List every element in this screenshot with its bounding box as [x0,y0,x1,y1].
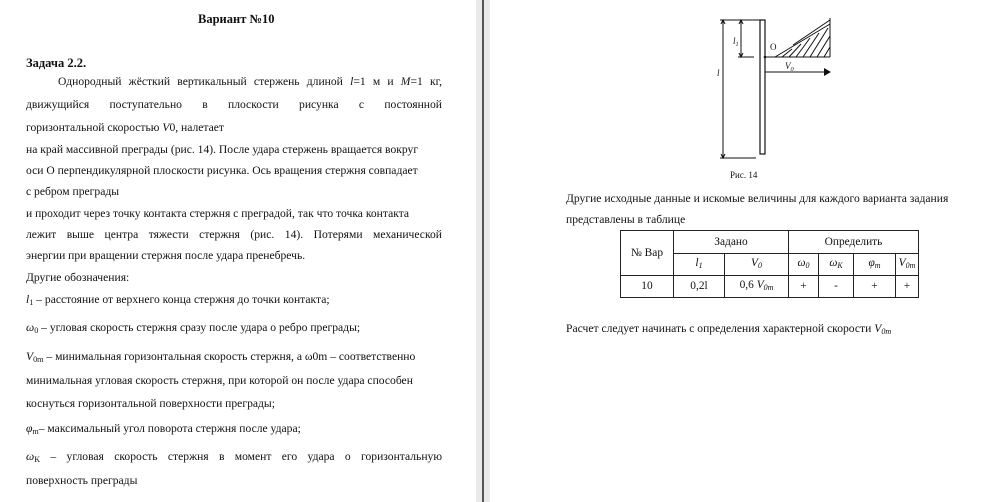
paragraph-line: оси О перпендикулярной плоскости рисунка. Ось вращения стержня совпадает [26,164,418,177]
fig-label-l1: $l_1$ [733,36,739,48]
header-find: Определить [789,231,919,254]
right-page [492,0,1000,502]
paragraph-line: горизонтальной скоростью V0, налетает [26,121,224,134]
pivot-point [764,56,767,59]
def-wk: $\omega_K$ – угловая скорость стержня в момент его удара о горизонтальную [26,450,442,464]
paragraph-line: Однородный жёсткий вертикальный стержень длиной l=1 м и M=1 кг, [58,75,442,88]
col-w0: $\omega_0$ [789,254,819,276]
paragraph-line: движущийся поступательно в плоскости рисунка с постоянной [26,98,442,111]
fig-label-o: O [770,42,777,52]
def-w0: $\omega_0$ – угловая скорость стержня сразу после удара о ребро преграды; [26,321,361,335]
data-table [620,230,919,298]
paragraph-line: и проходит через точку контакта стержня с преградой, так что точка контакта [26,207,410,220]
calculation-note: Расчет следует начинать с определения характерной скорости $V_{0m}$ [566,322,892,336]
other-notation-heading: Другие обозначения: [26,271,130,284]
table-intro: Другие исходные данные и искомые величины для каждого варианта задания [566,192,949,205]
paragraph-line: на край массивной преграды (рис. 14). После удара стержень вращается вокруг [26,143,419,156]
paragraph-line: энергии при вращении стержня после удара пренебречь. [26,249,306,262]
table-intro-cont: представлены в таблице [566,213,686,226]
col-wk: $\omega_K$ [819,254,854,276]
table-row [621,276,919,298]
header-var: № Вар [621,231,674,276]
def-v0m-cont: минимальная угловая скорость стержня, при которой он после удара способен [26,374,413,387]
cell-l1: 0,2l [674,276,725,298]
def-wk-cont: поверхность преграды [26,474,138,487]
paragraph-line: с ребром преграды [26,185,120,198]
fig-label-l: l [717,68,720,78]
page-divider-line [482,0,484,502]
task-heading: Задача 2.2. [26,56,87,70]
fig-label-v0: $V_0$ [785,61,794,73]
header-given: Задано [674,231,789,254]
velocity-arrowhead [824,68,831,76]
obstacle-edge [775,24,830,57]
def-l1: $l_1$ – расстояние от верхнего конца стержня до точки контакта; [26,293,330,307]
rod [760,20,765,154]
cell-w0: + [789,276,819,298]
left-page [0,0,476,502]
col-v0: $V_0$ [725,254,789,276]
def-v0m: $V_{0m}$ – минимальная горизонтальная скорость стержня, а ω0m – соответственно [26,350,416,364]
cell-wk: - [819,276,854,298]
cell-phi: + [854,276,896,298]
col-phi: $\varphi_m$ [854,254,896,276]
cell-var: 10 [621,276,674,298]
figure-caption: Рис. 14 [730,170,758,180]
cell-v0: 0,6 $V_{0m}$ [725,276,789,298]
col-l1: $l_1$ [674,254,725,276]
figure-14 [492,0,1000,190]
variant-title: Вариант №10 [198,12,275,26]
def-phi: $\varphi_m-$ максимальный угол поворота стержня после удара; [26,422,301,436]
cell-v0m: + [896,276,919,298]
paragraph-line: лежит выше центра тяжести стержня (рис. 14). Потерями механической [26,228,442,241]
col-v0m: $V_{0m}$ [896,254,919,276]
def-v0m-cont: коснуться горизонтальной поверхности преграды; [26,397,275,410]
